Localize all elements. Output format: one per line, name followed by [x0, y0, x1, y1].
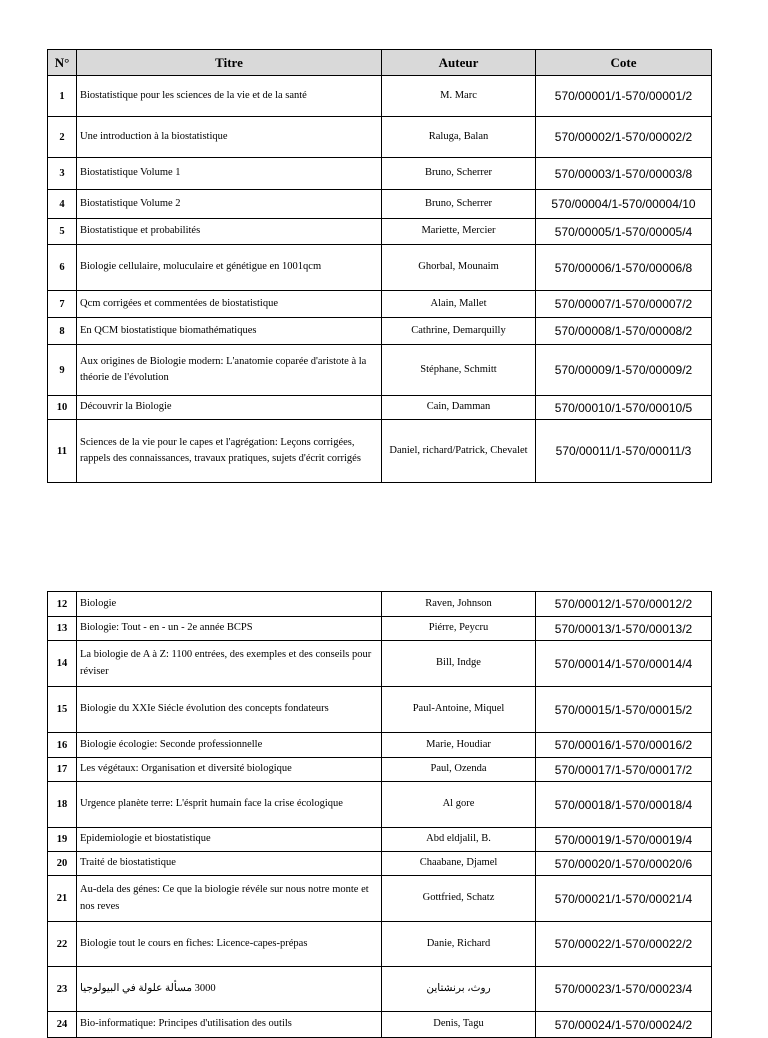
table-row	[48, 876, 712, 922]
row-author: Piérre, Peycru	[382, 617, 536, 641]
catalog-table-1	[47, 49, 712, 483]
row-cote: 570/00003/1-570/00003/8	[536, 158, 712, 190]
row-title: En QCM biostatistique biomathématiques	[77, 318, 382, 345]
table-row	[48, 345, 712, 396]
row-cote: 570/00016/1-570/00016/2	[536, 733, 712, 758]
row-cote: 570/00011/1-570/00011/3	[536, 420, 712, 483]
row-title: Une introduction à la biostatistique	[77, 117, 382, 158]
row-cote: 570/00005/1-570/00005/4	[536, 219, 712, 245]
row-author: Paul-Antoine, Miquel	[382, 687, 536, 733]
row-title: Qcm corrigées et commentées de biostatistique	[77, 291, 382, 318]
table-row	[48, 318, 712, 345]
row-number: 23	[48, 967, 77, 1012]
row-cote: 570/00018/1-570/00018/4	[536, 782, 712, 828]
row-number: 12	[48, 592, 77, 617]
row-title: Les végétaux: Organisation et diversité biologique	[77, 758, 382, 782]
row-author: Daniel, richard/Patrick, Chevalet	[382, 420, 536, 483]
row-number: 11	[48, 420, 77, 483]
table-row	[48, 852, 712, 876]
table-row	[48, 158, 712, 190]
row-title: Biostatistique Volume 2	[77, 190, 382, 219]
row-cote: 570/00010/1-570/00010/5	[536, 396, 712, 420]
table-row	[48, 592, 712, 617]
row-number: 17	[48, 758, 77, 782]
table-row	[48, 687, 712, 733]
row-number: 18	[48, 782, 77, 828]
row-cote: 570/00006/1-570/00006/8	[536, 245, 712, 291]
header-cote: Cote	[536, 50, 712, 76]
row-number: 1	[48, 76, 77, 117]
row-number: 8	[48, 318, 77, 345]
row-author: Abd eldjalil, B.	[382, 828, 536, 852]
row-number: 16	[48, 733, 77, 758]
row-cote: 570/00012/1-570/00012/2	[536, 592, 712, 617]
row-number: 21	[48, 876, 77, 922]
table-row	[48, 1012, 712, 1038]
row-title: Biologie	[77, 592, 382, 617]
table-row	[48, 219, 712, 245]
row-number: 7	[48, 291, 77, 318]
row-author: Danie, Richard	[382, 922, 536, 967]
row-author: Cain, Damman	[382, 396, 536, 420]
row-number: 10	[48, 396, 77, 420]
row-cote: 570/00021/1-570/00021/4	[536, 876, 712, 922]
row-title: Biologie du XXIe Siécle évolution des concepts fondateurs	[77, 687, 382, 733]
row-number: 9	[48, 345, 77, 396]
row-author: Bruno, Scherrer	[382, 158, 536, 190]
row-title: Biologie cellulaire, moluculaire et génétigue en 1001qcm	[77, 245, 382, 291]
row-cote: 570/00023/1-570/00023/4	[536, 967, 712, 1012]
row-cote: 570/00022/1-570/00022/2	[536, 922, 712, 967]
row-cote: 570/00014/1-570/00014/4	[536, 641, 712, 687]
table-row	[48, 245, 712, 291]
row-author: Raven, Johnson	[382, 592, 536, 617]
header-auteur: Auteur	[382, 50, 536, 76]
row-title: 3000 مسألة علولة في البيولوجيا	[77, 967, 382, 1012]
table-row	[48, 828, 712, 852]
row-cote: 570/00008/1-570/00008/2	[536, 318, 712, 345]
row-cote: 570/00019/1-570/00019/4	[536, 828, 712, 852]
row-title: Biologie tout le cours en fiches: Licence-capes-prépas	[77, 922, 382, 967]
row-author: Denis, Tagu	[382, 1012, 536, 1038]
row-cote: 570/00020/1-570/00020/6	[536, 852, 712, 876]
row-number: 15	[48, 687, 77, 733]
row-author: Ghorbal, Mounaim	[382, 245, 536, 291]
header-titre: Titre	[77, 50, 382, 76]
table-row	[48, 396, 712, 420]
row-author: Chaabane, Djamel	[382, 852, 536, 876]
row-number: 20	[48, 852, 77, 876]
row-author: روث، برنشتاين	[382, 967, 536, 1012]
row-author: M. Marc	[382, 76, 536, 117]
row-author: Marie, Houdiar	[382, 733, 536, 758]
row-cote: 570/00004/1-570/00004/10	[536, 190, 712, 219]
row-title: Biologie: Tout - en - un - 2e année BCPS	[77, 617, 382, 641]
row-cote: 570/00001/1-570/00001/2	[536, 76, 712, 117]
row-title: Urgence planète terre: L'ésprit humain face la crise écologique	[77, 782, 382, 828]
row-title: Aux origines de Biologie modern: L'anatomie coparée d'aristote à la théorie de l'évolution	[77, 345, 382, 396]
row-title: Epidemiologie et biostatistique	[77, 828, 382, 852]
header-row	[48, 50, 712, 76]
row-cote: 570/00002/1-570/00002/2	[536, 117, 712, 158]
row-title: Biostatistique Volume 1	[77, 158, 382, 190]
row-author: Gottfried, Schatz	[382, 876, 536, 922]
table-row	[48, 291, 712, 318]
row-title: Sciences de la vie pour le capes et l'agrégation: Leçons corrigées, rappels des connaissances, travaux pratiques, sujets d'écrit corrigés	[77, 420, 382, 483]
table-row	[48, 190, 712, 219]
row-author: Cathrine, Demarquilly	[382, 318, 536, 345]
row-author: Mariette, Mercier	[382, 219, 536, 245]
row-number: 22	[48, 922, 77, 967]
row-author: Raluga, Balan	[382, 117, 536, 158]
table-row	[48, 758, 712, 782]
row-cote: 570/00013/1-570/00013/2	[536, 617, 712, 641]
row-number: 6	[48, 245, 77, 291]
table-row	[48, 117, 712, 158]
row-number: 24	[48, 1012, 77, 1038]
row-title: La biologie de A à Z: 1100 entrées, des exemples et des conseils pour réviser	[77, 641, 382, 687]
row-title: Biostatistique pour les sciences de la vie et de la santé	[77, 76, 382, 117]
row-cote: 570/00024/1-570/00024/2	[536, 1012, 712, 1038]
row-number: 14	[48, 641, 77, 687]
table-row	[48, 782, 712, 828]
row-number: 5	[48, 219, 77, 245]
row-title: Traité de biostatistique	[77, 852, 382, 876]
row-author: Alain, Mallet	[382, 291, 536, 318]
row-title: Découvrir la Biologie	[77, 396, 382, 420]
row-number: 2	[48, 117, 77, 158]
table-row	[48, 641, 712, 687]
row-title: Bio-informatique: Principes d'utilisation des outils	[77, 1012, 382, 1038]
row-author: Stéphane, Schmitt	[382, 345, 536, 396]
table-row	[48, 617, 712, 641]
row-title: Au-dela des génes: Ce que la biologie révéle sur nous notre monte et nos reves	[77, 876, 382, 922]
row-cote: 570/00009/1-570/00009/2	[536, 345, 712, 396]
row-author: Al gore	[382, 782, 536, 828]
row-cote: 570/00007/1-570/00007/2	[536, 291, 712, 318]
row-cote: 570/00015/1-570/00015/2	[536, 687, 712, 733]
row-number: 19	[48, 828, 77, 852]
table-row	[48, 733, 712, 758]
row-author: Paul, Ozenda	[382, 758, 536, 782]
catalog-table-2	[47, 591, 712, 1038]
row-author: Bruno, Scherrer	[382, 190, 536, 219]
table-row	[48, 420, 712, 483]
row-cote: 570/00017/1-570/00017/2	[536, 758, 712, 782]
header-num: N°	[48, 50, 77, 76]
row-number: 3	[48, 158, 77, 190]
row-title: Biologie écologie: Seconde professionnelle	[77, 733, 382, 758]
row-author: Bill, Indge	[382, 641, 536, 687]
table-row	[48, 967, 712, 1012]
table-row	[48, 922, 712, 967]
row-number: 4	[48, 190, 77, 219]
table-row	[48, 76, 712, 117]
row-title: Biostatistique et probabilités	[77, 219, 382, 245]
row-number: 13	[48, 617, 77, 641]
